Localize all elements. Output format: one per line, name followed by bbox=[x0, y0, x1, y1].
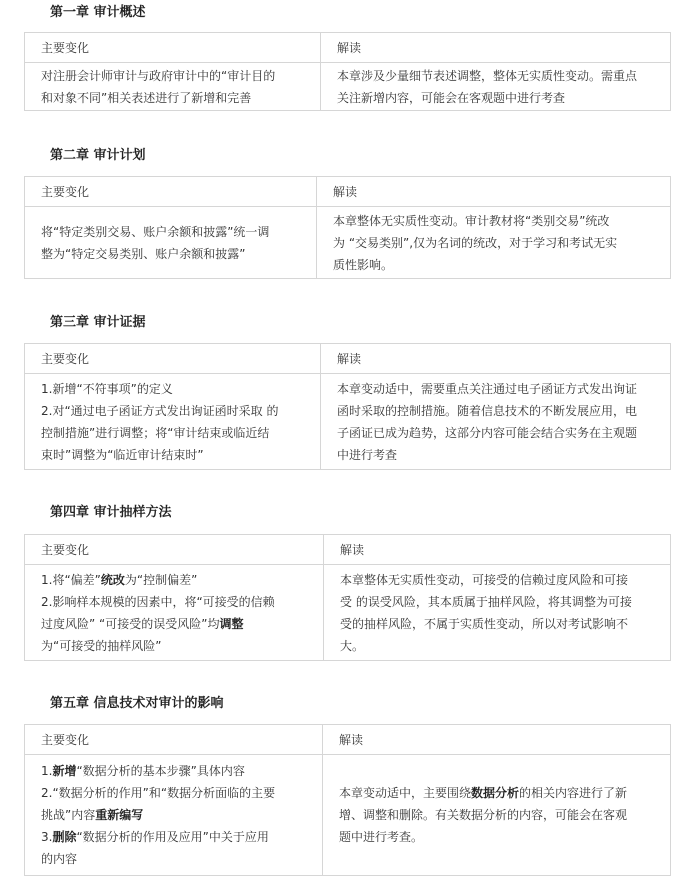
cell-text-line bbox=[337, 87, 662, 109]
cell-text-line bbox=[41, 635, 315, 657]
text-segment: 受 的误受风险，其本质属于抽样风险，将其调整为可接 bbox=[340, 594, 632, 609]
column-header-change: 主要变化 bbox=[25, 177, 317, 207]
column-header-change: 主要变化 bbox=[25, 344, 321, 374]
text-segment: 子函证已成为趋势，这部分内容可能会结合实务在主观题 bbox=[337, 425, 638, 440]
text-segment: 1. bbox=[41, 764, 53, 778]
cell-text-line bbox=[337, 378, 662, 400]
text-segment: 和对象不同”相关表述进行了新增和完善 bbox=[41, 90, 252, 105]
cell-text-line bbox=[340, 635, 662, 657]
text-segment: 为 “交易类别”,仅为名词的统改，对于学习和考试无实 bbox=[333, 235, 618, 250]
text-segment: 2.对“通过电子函证方式发出询证函时采取 的 bbox=[41, 403, 279, 418]
cell-text-line bbox=[41, 400, 312, 422]
text-segment: 的相关内容进行了新 bbox=[519, 786, 628, 800]
table-row bbox=[25, 207, 671, 279]
text-segment: 中进行考查 bbox=[337, 447, 398, 462]
text-segment: 函时采取的控制措施。随着信息技术的不断发展应用，电 bbox=[337, 403, 638, 418]
table-row bbox=[25, 63, 671, 111]
column-header-interpretation: 解读 bbox=[321, 33, 671, 63]
text-segment: 质性影响。 bbox=[333, 257, 394, 272]
changes-cell bbox=[25, 755, 323, 876]
text-segment: 题中进行考查。 bbox=[339, 830, 424, 844]
cell-text-line bbox=[333, 210, 662, 232]
change-table bbox=[24, 534, 671, 661]
table-header-row bbox=[25, 177, 671, 207]
text-segment: 1.新增“不符事项”的定义 bbox=[41, 381, 173, 396]
cell-text-line bbox=[41, 87, 312, 109]
column-header-interpretation: 解读 bbox=[323, 725, 671, 755]
table-row bbox=[25, 565, 671, 661]
interpretation-cell bbox=[323, 755, 671, 876]
change-table bbox=[24, 32, 671, 111]
text-segment: 1.将“偏差” bbox=[41, 572, 101, 587]
emphasis-text: 调整 bbox=[219, 616, 244, 631]
cell-text-line bbox=[41, 760, 314, 782]
change-table bbox=[24, 176, 671, 279]
cell-text-line bbox=[41, 804, 314, 826]
emphasis-text: 数据分析 bbox=[471, 786, 520, 800]
change-table bbox=[24, 724, 671, 876]
column-header-change: 主要变化 bbox=[25, 725, 323, 755]
cell-text-line bbox=[41, 65, 312, 87]
column-header-change: 主要变化 bbox=[25, 535, 324, 565]
changes-cell bbox=[25, 63, 321, 111]
text-segment: 关注新增内容，可能会在客观题中进行考查 bbox=[337, 90, 566, 105]
cell-text-line bbox=[41, 569, 315, 591]
interpretation-cell bbox=[324, 565, 671, 661]
chapter-title: 第三章 审计证据 bbox=[50, 315, 146, 330]
cell-text-line bbox=[339, 782, 662, 804]
cell-text-line bbox=[337, 422, 662, 444]
column-header-change: 主要变化 bbox=[25, 33, 321, 63]
table-header-row bbox=[25, 344, 671, 374]
cell-text-line bbox=[41, 826, 314, 848]
cell-text-line bbox=[41, 243, 308, 265]
emphasis-text: 删除 bbox=[52, 830, 77, 844]
emphasis-text: 重新编写 bbox=[95, 808, 144, 822]
chapter-title: 第四章 审计抽样方法 bbox=[50, 505, 172, 520]
text-segment: 2.“数据分析的作用”和“数据分析面临的主要 bbox=[41, 786, 276, 800]
cell-text-line bbox=[41, 444, 312, 466]
cell-text-line bbox=[340, 569, 662, 591]
table-header-row bbox=[25, 535, 671, 565]
text-segment: 束时”调整为“临近审计结束时” bbox=[41, 447, 204, 462]
cell-text-line bbox=[41, 221, 308, 243]
cell-text-line bbox=[41, 782, 314, 804]
chapter-title: 第五章 信息技术对审计的影响 bbox=[50, 696, 224, 711]
cell-text-line bbox=[337, 444, 662, 466]
text-segment: 本章整体无实质性变动。审计教材将“类别交易”统改 bbox=[333, 213, 610, 228]
table-row bbox=[25, 374, 671, 470]
cell-text-line bbox=[337, 400, 662, 422]
interpretation-cell bbox=[321, 63, 671, 111]
cell-text-line bbox=[339, 826, 662, 848]
cell-text-line bbox=[41, 378, 312, 400]
text-segment: 本章变动适中，主要围绕 bbox=[339, 786, 472, 800]
chapter-title: 第二章 审计计划 bbox=[50, 148, 146, 163]
column-header-interpretation: 解读 bbox=[317, 177, 671, 207]
text-segment: 3. bbox=[41, 830, 53, 844]
cell-text-line bbox=[41, 848, 314, 870]
cell-text-line bbox=[41, 591, 315, 613]
cell-text-line bbox=[41, 613, 315, 635]
changes-cell bbox=[25, 207, 317, 279]
table-header-row bbox=[25, 33, 671, 63]
text-segment: “数据分析的基本步骤”具体内容 bbox=[76, 764, 245, 778]
changes-cell bbox=[25, 565, 324, 661]
text-segment: 为“可接受的抽样风险” bbox=[41, 638, 162, 653]
column-header-interpretation: 解读 bbox=[324, 535, 671, 565]
emphasis-text: 新增 bbox=[52, 764, 77, 778]
text-segment: 本章变动适中，需要重点关注通过电子函证方式发出询证 bbox=[337, 381, 638, 396]
text-segment: 挑战”内容 bbox=[41, 808, 96, 822]
cell-text-line bbox=[339, 804, 662, 826]
table-header-row bbox=[25, 725, 671, 755]
text-segment: 将“特定类别交易、账户余额和披露”统一调 bbox=[41, 224, 270, 239]
cell-text-line bbox=[337, 65, 662, 87]
change-table bbox=[24, 343, 671, 470]
chapter-title: 第一章 审计概述 bbox=[50, 5, 146, 20]
text-segment: 本章涉及少量细节表述调整，整体无实质性变动。需重点 bbox=[337, 68, 638, 83]
table-row bbox=[25, 755, 671, 876]
text-segment: 大。 bbox=[340, 638, 365, 653]
text-segment: “数据分析的作用及应用”中关于应用 bbox=[76, 830, 269, 844]
cell-text-line bbox=[340, 591, 662, 613]
text-segment: 控制措施”进行调整；将“审计结束或临近结 bbox=[41, 425, 270, 440]
changes-cell bbox=[25, 374, 321, 470]
cell-text-line bbox=[340, 613, 662, 635]
text-segment: 的内容 bbox=[41, 852, 78, 866]
interpretation-cell bbox=[321, 374, 671, 470]
cell-text-line bbox=[41, 422, 312, 444]
text-segment: 对注册会计师审计与政府审计中的“审计目的 bbox=[41, 68, 276, 83]
text-segment: 受的抽样风险，不属于实质性变动，所以对考试影响不 bbox=[340, 616, 629, 631]
text-segment: 增、调整和删除。有关数据分析的内容，可能会在客观 bbox=[339, 808, 628, 822]
text-segment: 过度风险” “可接受的误受风险”均 bbox=[41, 616, 220, 631]
emphasis-text: 统改 bbox=[100, 572, 125, 587]
column-header-interpretation: 解读 bbox=[321, 344, 671, 374]
text-segment: 2.影响样本规模的因素中，将“可接受的信赖 bbox=[41, 594, 275, 609]
cell-text-line bbox=[333, 232, 662, 254]
text-segment: 本章整体无实质性变动，可接受的信赖过度风险和可接 bbox=[340, 572, 629, 587]
text-segment: 为“控制偏差” bbox=[124, 572, 198, 587]
cell-text-line bbox=[333, 254, 662, 276]
text-segment: 整为“特定交易类别、账户余额和披露” bbox=[41, 246, 246, 261]
interpretation-cell bbox=[317, 207, 671, 279]
